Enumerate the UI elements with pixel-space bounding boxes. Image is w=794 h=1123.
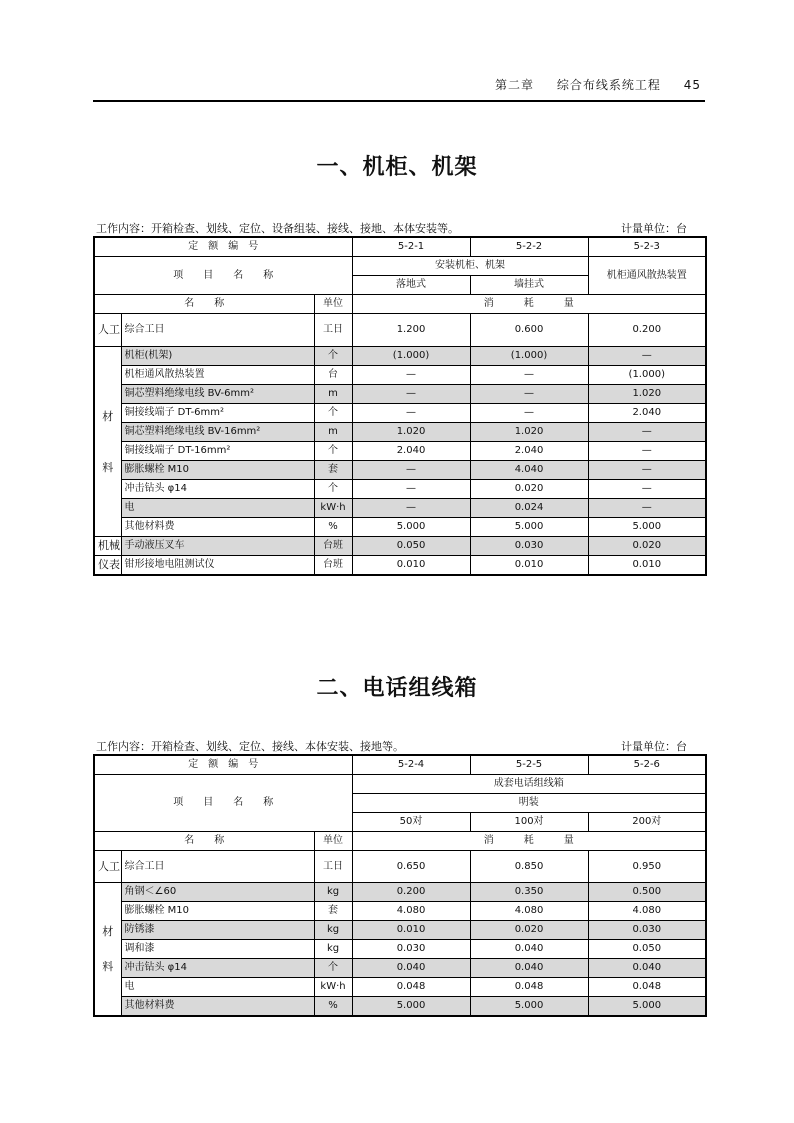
category-label: 仪表 bbox=[94, 556, 121, 576]
quota-code: 5-2-4 bbox=[352, 755, 470, 775]
resource-unit: 个 bbox=[314, 959, 352, 978]
value-cell: 4.080 bbox=[588, 902, 706, 921]
group-header: 成套电话组线箱 bbox=[352, 775, 706, 794]
quota-code: 5-2-1 bbox=[352, 237, 470, 257]
resource-name: 电 bbox=[121, 499, 314, 518]
resource-unit: 台班 bbox=[314, 537, 352, 556]
value-cell: — bbox=[470, 385, 588, 404]
value-cell: 1.020 bbox=[470, 423, 588, 442]
section-meta bbox=[93, 220, 703, 236]
value-cell: 2.040 bbox=[588, 404, 706, 423]
value-cell: 0.020 bbox=[470, 480, 588, 499]
name-column-label: 名 称 bbox=[94, 295, 314, 314]
value-cell: 0.048 bbox=[588, 978, 706, 997]
resource-name: 其他材料费 bbox=[121, 997, 314, 1017]
value-cell: 0.010 bbox=[352, 921, 470, 940]
group-subheader: 明装 bbox=[352, 794, 706, 813]
value-cell: 0.950 bbox=[588, 851, 706, 883]
sub-header: 50对 bbox=[352, 813, 470, 832]
resource-unit: m bbox=[314, 423, 352, 442]
value-cell: 0.048 bbox=[470, 978, 588, 997]
value-cell: 0.020 bbox=[588, 537, 706, 556]
resource-unit: 个 bbox=[314, 347, 352, 366]
resource-unit: % bbox=[314, 997, 352, 1017]
sub-header: 100对 bbox=[470, 813, 588, 832]
value-cell: — bbox=[352, 404, 470, 423]
value-cell: 0.050 bbox=[352, 537, 470, 556]
resource-name: 冲击钻头 φ14 bbox=[121, 480, 314, 499]
value-cell: — bbox=[470, 366, 588, 385]
quota-code: 5-2-5 bbox=[470, 755, 588, 775]
item-name-label: 项 目 名 称 bbox=[94, 257, 352, 295]
value-cell: 0.500 bbox=[588, 883, 706, 902]
value-cell: 0.040 bbox=[470, 959, 588, 978]
resource-name: 钳形接地电阻测试仪 bbox=[121, 556, 314, 576]
value-cell: 0.020 bbox=[470, 921, 588, 940]
value-cell: 5.000 bbox=[588, 518, 706, 537]
category-label bbox=[94, 883, 121, 1017]
resource-name: 调和漆 bbox=[121, 940, 314, 959]
value-cell: 0.600 bbox=[470, 314, 588, 347]
sub-header: 落地式 bbox=[352, 276, 470, 295]
category-char: 材 bbox=[102, 409, 114, 423]
resource-name: 手动液压叉车 bbox=[121, 537, 314, 556]
resource-unit: kg bbox=[314, 940, 352, 959]
value-cell: 1.020 bbox=[588, 385, 706, 404]
value-cell: 0.010 bbox=[352, 556, 470, 576]
resource-name: 机柜通风散热装置 bbox=[121, 366, 314, 385]
value-cell: 5.000 bbox=[470, 518, 588, 537]
value-cell: 1.020 bbox=[352, 423, 470, 442]
value-cell: — bbox=[352, 499, 470, 518]
resource-unit: 工日 bbox=[314, 314, 352, 347]
resource-name: 防锈漆 bbox=[121, 921, 314, 940]
resource-name: 铜芯塑料绝缘电线 BV-6mm² bbox=[121, 385, 314, 404]
value-cell: 0.040 bbox=[470, 940, 588, 959]
resource-unit: 个 bbox=[314, 404, 352, 423]
category-char: 材 bbox=[102, 925, 114, 938]
measure-unit: 计量单位：台 bbox=[621, 222, 687, 235]
value-cell: 5.000 bbox=[588, 997, 706, 1017]
value-cell: 2.040 bbox=[470, 442, 588, 461]
value-cell: 0.350 bbox=[470, 883, 588, 902]
quota-code: 5-2-3 bbox=[588, 237, 706, 257]
code-row-label: 定 额 编 号 bbox=[94, 237, 352, 257]
resource-unit: kW·h bbox=[314, 499, 352, 518]
value-cell: 4.040 bbox=[470, 461, 588, 480]
page-number: 45 bbox=[683, 78, 701, 92]
value-cell: 0.010 bbox=[588, 556, 706, 576]
category-label: 人工 bbox=[94, 851, 121, 883]
category-label: 机械 bbox=[94, 537, 121, 556]
unit-column-label: 单位 bbox=[314, 295, 352, 314]
resource-name: 膨胀螺栓 M10 bbox=[121, 902, 314, 921]
sub-header: 墙挂式 bbox=[470, 276, 588, 295]
value-cell: 1.200 bbox=[352, 314, 470, 347]
value-cell: (1.000) bbox=[470, 347, 588, 366]
resource-unit: 个 bbox=[314, 442, 352, 461]
unit-column-label: 单位 bbox=[314, 832, 352, 851]
value-cell: (1.000) bbox=[352, 347, 470, 366]
resource-unit: kg bbox=[314, 883, 352, 902]
resource-unit: 工日 bbox=[314, 851, 352, 883]
resource-name: 综合工日 bbox=[121, 314, 314, 347]
value-cell: 0.850 bbox=[470, 851, 588, 883]
category-label: 人工 bbox=[94, 314, 121, 347]
section-label: 综合布线系统工程 bbox=[556, 78, 661, 92]
resource-unit: % bbox=[314, 518, 352, 537]
resource-name: 冲击钻头 φ14 bbox=[121, 959, 314, 978]
value-cell: 0.010 bbox=[470, 556, 588, 576]
value-cell: — bbox=[588, 480, 706, 499]
value-cell: 0.650 bbox=[352, 851, 470, 883]
resource-unit: 台 bbox=[314, 366, 352, 385]
value-cell: 0.040 bbox=[588, 959, 706, 978]
value-cell: 0.200 bbox=[588, 314, 706, 347]
section-title: 二、电话组线箱 bbox=[316, 676, 478, 701]
resource-unit: 台班 bbox=[314, 556, 352, 576]
value-cell: 0.030 bbox=[588, 921, 706, 940]
value-cell: 5.000 bbox=[352, 997, 470, 1017]
category-char: 料 bbox=[102, 960, 114, 973]
value-cell: — bbox=[352, 480, 470, 499]
resource-unit: 套 bbox=[314, 461, 352, 480]
quota-code: 5-2-2 bbox=[470, 237, 588, 257]
value-cell: 0.024 bbox=[470, 499, 588, 518]
value-cell: — bbox=[352, 461, 470, 480]
resource-name: 铜芯塑料绝缘电线 BV-16mm² bbox=[121, 423, 314, 442]
value-cell: 0.200 bbox=[352, 883, 470, 902]
quota-table bbox=[93, 754, 707, 1017]
value-cell: 0.048 bbox=[352, 978, 470, 997]
resource-name: 机柜(机架) bbox=[121, 347, 314, 366]
value-cell: — bbox=[352, 385, 470, 404]
resource-name: 铜接线端子 DT-6mm² bbox=[121, 404, 314, 423]
resource-name: 综合工日 bbox=[121, 851, 314, 883]
value-cell: 5.000 bbox=[470, 997, 588, 1017]
value-cell: 0.030 bbox=[352, 940, 470, 959]
running-header-text bbox=[477, 76, 701, 93]
value-cell: — bbox=[588, 461, 706, 480]
value-cell: — bbox=[470, 404, 588, 423]
column-header: 机柜通风散热装置 bbox=[588, 257, 706, 295]
work-content: 工作内容：开箱检查、划线、定位、接线、本体安装、接地等。 bbox=[96, 740, 404, 753]
quota-code: 5-2-6 bbox=[588, 755, 706, 775]
resource-unit: 套 bbox=[314, 902, 352, 921]
resource-unit: 个 bbox=[314, 480, 352, 499]
value-cell: 0.050 bbox=[588, 940, 706, 959]
measure-unit: 计量单位：台 bbox=[621, 740, 687, 753]
value-cell: 5.000 bbox=[352, 518, 470, 537]
resource-name: 角钢＜∠60 bbox=[121, 883, 314, 902]
value-cell: — bbox=[588, 423, 706, 442]
section-title: 一、机柜、机架 bbox=[316, 155, 478, 180]
value-cell: 4.080 bbox=[352, 902, 470, 921]
resource-unit: kg bbox=[314, 921, 352, 940]
resource-unit: kW·h bbox=[314, 978, 352, 997]
work-content: 工作内容：开箱检查、划线、定位、设备组装、接线、接地、本体安装等。 bbox=[96, 222, 459, 235]
chapter-label: 第二章 bbox=[495, 78, 535, 92]
resource-unit: m bbox=[314, 385, 352, 404]
consumption-label: 消 耗 量 bbox=[352, 295, 706, 314]
sub-header: 200对 bbox=[588, 813, 706, 832]
quota-table bbox=[93, 236, 707, 576]
resource-name: 膨胀螺栓 M10 bbox=[121, 461, 314, 480]
value-cell: (1.000) bbox=[588, 366, 706, 385]
value-cell: — bbox=[588, 499, 706, 518]
item-name-label: 项 目 名 称 bbox=[94, 775, 352, 832]
group-header: 安装机柜、机架 bbox=[352, 257, 588, 276]
name-column-label: 名 称 bbox=[94, 832, 314, 851]
value-cell: — bbox=[588, 442, 706, 461]
section-meta bbox=[93, 738, 703, 754]
consumption-label: 消 耗 量 bbox=[352, 832, 706, 851]
resource-name: 铜接线端子 DT-16mm² bbox=[121, 442, 314, 461]
value-cell: 0.040 bbox=[352, 959, 470, 978]
value-cell: — bbox=[352, 366, 470, 385]
value-cell: 2.040 bbox=[352, 442, 470, 461]
code-row-label: 定 额 编 号 bbox=[94, 755, 352, 775]
resource-name: 其他材料费 bbox=[121, 518, 314, 537]
value-cell: 4.080 bbox=[470, 902, 588, 921]
resource-name: 电 bbox=[121, 978, 314, 997]
value-cell: — bbox=[588, 347, 706, 366]
value-cell: 0.030 bbox=[470, 537, 588, 556]
category-label bbox=[94, 347, 121, 537]
category-char: 料 bbox=[102, 460, 114, 474]
running-header bbox=[93, 76, 705, 102]
